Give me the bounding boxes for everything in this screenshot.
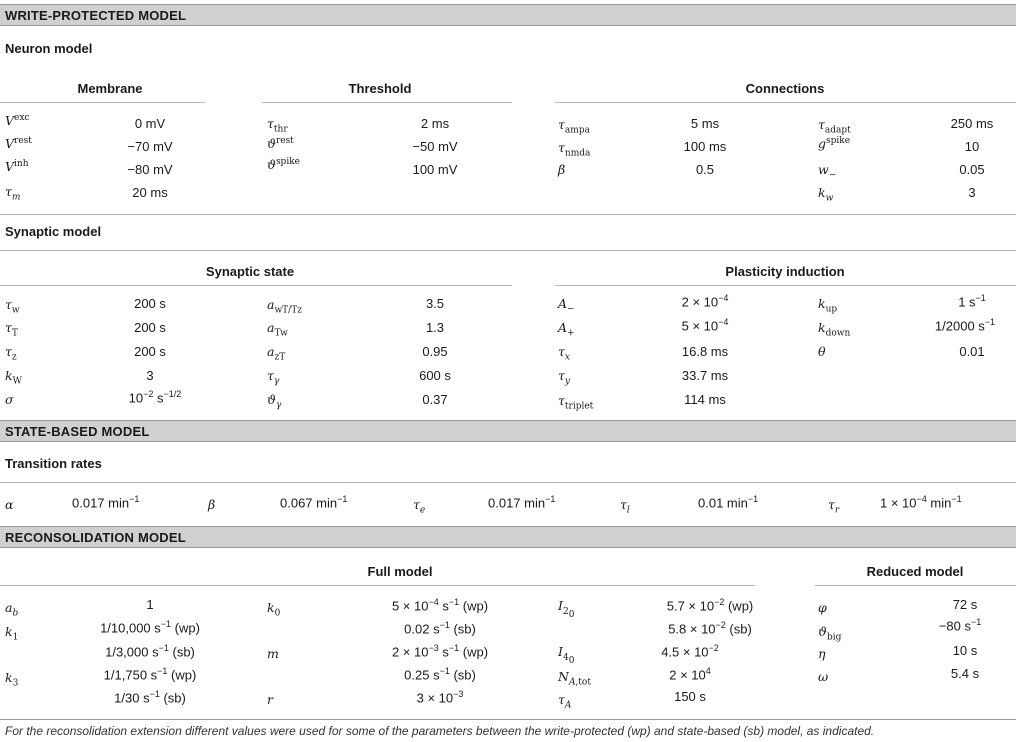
sym-k1: $k_1$ [5,624,19,643]
sym-theta-gamma: $ϑ_\gamma$ [267,392,282,411]
group-rule [555,102,1016,103]
val-k0-wp: $5 \times 10^{-4}$ $s^{-1}$ (wp) [391,597,489,614]
sym-tau-adapt: $\tau_{adapt}$ [818,117,851,136]
val-omega: 5.4 s [950,666,980,681]
sym-v-rest: $V^{rest}$ [5,136,32,152]
sym-k3: $k_3$ [5,670,19,689]
group-reduced-model: Reduced model [866,564,964,579]
val-theta-spike: 100 mV [412,162,458,177]
sym-theta-big: $ϑ_{big}$ [818,624,842,643]
group-membrane: Membrane [77,81,143,96]
val-beta-sb: 0.067 $\min^{-1}$ [280,494,348,511]
val-k-W: 3 [146,368,154,383]
sym-omega: ω [818,669,829,684]
val-r: $3 \times 10^{-3}$ [416,689,464,706]
sym-k-down: $k_{down}$ [818,320,851,339]
section-header-reconsolidation: RECONSOLIDATION MODEL [0,526,1016,548]
section-header-state-based: STATE-BASED MODEL [0,420,1016,442]
sym-A-minus: $A_-$ [558,296,575,315]
val-k1-wp: 1/10,000 $s^{-1}$ (wp) [100,619,200,636]
val-a-Tw: 1.3 [425,320,445,335]
sym-beta: β [558,162,566,177]
val-m-wp: $2 \times 10^{-3}$ $s^{-1}$ (wp) [391,643,489,660]
group-synaptic-state: Synaptic state [205,264,295,279]
sym-v-inh: $V^{inh}$ [5,159,29,175]
val-k-w: 3 [968,185,976,200]
val-beta: 0.5 [695,162,715,177]
sym-tau-l: $\tau_l$ [620,497,630,516]
val-k3-sb: 1/30 $s^{-1}$ (sb) [114,689,186,706]
val-A-minus: $2 \times 10^{-4}$ [681,293,729,310]
sym-A-plus: $A_+$ [558,320,575,339]
val-tau-gamma: 600 s [419,368,451,383]
val-k-down: 1/2000 $s^{-1}$ [934,317,996,334]
sym-k0: $k_0$ [267,600,281,619]
val-theta-big: −80 $s^{-1}$ [938,617,982,634]
val-tau-z: 200 s [134,344,166,359]
group-rule [0,285,512,286]
val-tau-m: 20 ms [132,185,168,200]
separator [0,482,1016,483]
sym-tau-triplet: $\tau_{triplet}$ [558,393,594,412]
sym-tau-z: $\tau_z$ [5,344,17,363]
val-k3-wp: 1/1,750 $s^{-1}$ (wp) [103,666,197,683]
sym-theta: θ [818,344,826,359]
val-I20-wp: $5.7 \times 10^{-2}$ (wp) [666,597,754,614]
val-I40: $4.5 \times 10^{-2}$ [661,643,719,660]
val-I20-sb: $5.8 \times 10^{-2}$ (sb) [668,620,752,637]
sym-tau-T: $\tau_T$ [5,320,18,339]
group-rule [555,285,1016,286]
val-alpha: 0.017 $\min^{-1}$ [72,494,140,511]
sym-eta: η [818,646,826,661]
sym-I40: $I_{4_0}$ [558,644,575,666]
separator [0,250,1016,251]
val-v-exc: 0 mV [134,116,166,131]
table-footnote: For the reconsolidation extension different values were used for some of the parameters between the write-protected (wp) and state-based (sb) model, as indicated. [5,724,875,738]
sym-I20: $I_{2_0}$ [558,598,575,620]
sym-a-Tw: $a_{Tw}$ [267,320,288,339]
sym-tau-m: $\tau_m$ [5,184,21,203]
sym-k-up: $k_{up}$ [818,296,838,315]
val-tau-y: 33.7 ms [681,368,729,383]
val-a-b: 1 [146,597,154,612]
val-w-minus: 0.05 [959,162,985,177]
group-rule [262,102,512,103]
group-rule [0,585,755,586]
val-v-rest: −70 mV [127,139,173,154]
val-v-inh: −80 mV [127,162,173,177]
val-tau-w: 200 s [134,296,166,311]
val-a-zT: 0.95 [422,344,448,359]
val-tau-e: 0.017 $\min^{-1}$ [488,494,556,511]
sym-tau-w: $\tau_w$ [5,297,20,316]
sym-k-W: $k_W$ [5,368,22,387]
sym-r: r [267,692,273,707]
val-tau-triplet: 114 ms [684,392,726,407]
sym-a-zT: $a_{zT}$ [267,344,286,363]
sym-beta-sb: β [208,497,216,512]
sym-sigma: σ [5,392,14,407]
separator [0,214,1016,215]
val-g-spike: 10 [964,139,980,154]
val-tau-nmda: 100 ms [683,139,727,154]
val-tau-x: 16.8 ms [681,344,729,359]
sym-tau-e: $\tau_e$ [413,497,426,516]
subhead-neuron-model: Neuron model [5,41,93,56]
sym-v-exc: $V^{exc}$ [5,113,30,129]
sym-tau-nmda: $\tau_{nmda}$ [558,140,591,159]
sym-NA-tot: $N_{A,tot}$ [558,669,591,688]
val-k-up: 1 $s^{-1}$ [958,293,986,310]
sym-tau-thr: $\tau_{thr}$ [267,116,288,135]
sym-tau-y: $\tau_y$ [558,368,571,387]
val-tau-T: 200 s [134,320,166,335]
table-bottom-rule [0,719,1016,720]
val-tau-thr: 2 ms [420,116,450,131]
val-theta-rest: −50 mV [412,139,458,154]
subhead-synaptic-model: Synaptic model [5,224,102,239]
val-tau-A: 150 s [674,689,706,704]
val-tau-l: 0.01 $\min^{-1}$ [698,494,759,511]
sym-theta-spike: $ϑ^{spike}$ [267,157,300,173]
val-phi: 72 s [952,597,978,612]
sym-phi: φ [818,600,827,615]
val-tau-r: $1 \times 10^{-4}$ $\min^{-1}$ [880,494,962,511]
group-connections: Connections [745,81,825,96]
sym-tau-x: $\tau_x$ [558,344,570,363]
group-threshold: Threshold [348,81,412,96]
val-NA-tot: $2 \times 10^4$ [669,666,711,683]
sym-tau-gamma: $\tau_\gamma$ [267,368,280,387]
sym-k-w: $k_w$ [818,185,834,204]
sym-g-spike: $g^{spike}$ [818,136,851,152]
sym-a-wT: $a_{wT/Tz}$ [267,297,302,316]
group-full-model: Full model [367,564,433,579]
group-rule [0,102,205,103]
val-m-sb: 0.25 $s^{-1}$ (sb) [404,666,476,683]
val-A-plus: $5 \times 10^{-4}$ [681,317,729,334]
sym-alpha: α [5,497,14,512]
val-k0-sb: 0.02 $s^{-1}$ (sb) [404,620,476,637]
val-a-wT: 3.5 [425,296,445,311]
val-theta-gamma: 0.37 [422,392,448,407]
val-k1-sb: 1/3,000 $s^{-1}$ (sb) [105,643,195,660]
sym-tau-ampa: $\tau_{ampa}$ [558,117,590,136]
sym-theta-rest: $ϑ^{rest}$ [267,136,294,152]
sym-tau-r: $\tau_r$ [828,497,840,516]
sym-m: m [267,646,279,661]
group-rule [815,585,1016,586]
sym-tau-A: $\tau_A$ [558,692,572,711]
sym-a-b: $a_b$ [5,600,19,619]
section-header-write-protected: WRITE-PROTECTED MODEL [0,4,1016,26]
subhead-transition-rates: Transition rates [5,456,102,471]
val-tau-adapt: 250 ms [950,116,994,131]
val-theta: 0.01 [959,344,985,359]
val-sigma: $10^{-2}$ $s^{-1/2}$ [128,389,182,406]
sym-w-minus: $w_-$ [818,162,837,181]
val-tau-ampa: 5 ms [690,116,720,131]
val-eta: 10 s [952,643,978,658]
group-plasticity-induction: Plasticity induction [725,264,845,279]
